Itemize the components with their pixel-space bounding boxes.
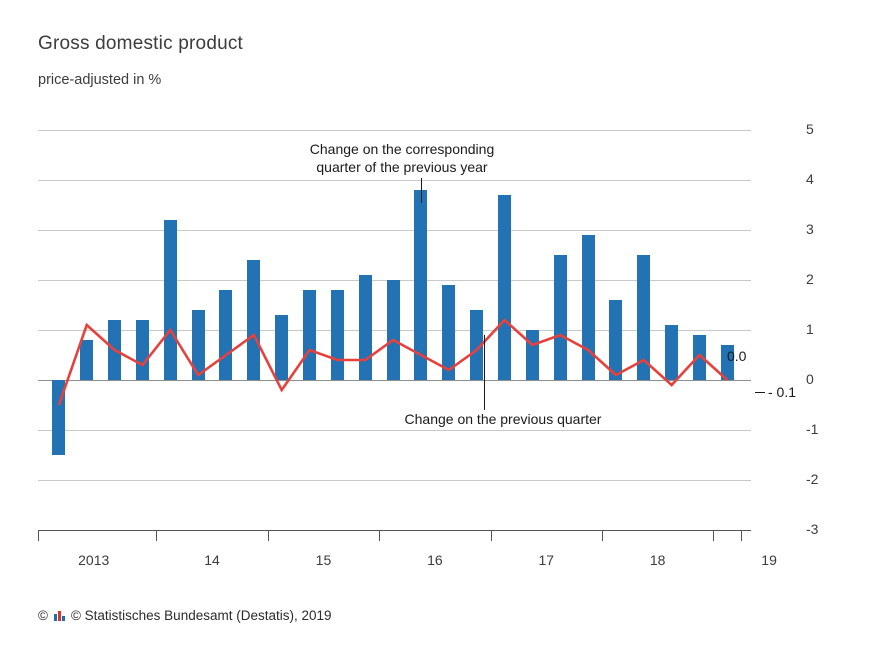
y-axis-label: 5 xyxy=(806,121,814,137)
y-axis-label: 2 xyxy=(806,271,814,287)
line-series-annotation xyxy=(343,410,663,428)
line-series xyxy=(38,130,751,530)
bar-end-value-label: - 0.1 xyxy=(768,384,797,400)
copyright xyxy=(38,608,332,623)
y-axis-label: -3 xyxy=(806,521,819,537)
x-axis-tick xyxy=(38,530,39,541)
x-axis-label: 2013 xyxy=(78,552,110,568)
y-axis-label: 1 xyxy=(806,321,814,337)
bar-series-annotation-line1: Change on the corresponding xyxy=(309,141,495,157)
page-subtitle: price-adjusted in % xyxy=(38,72,162,88)
copyright-text: © Statistisches Bundesamt (Destatis), 2019 xyxy=(70,608,332,623)
x-axis-tick xyxy=(491,530,492,541)
line-end-value-label: 0.0 xyxy=(727,348,747,364)
y-axis-label: -1 xyxy=(806,421,819,437)
x-axis-label: 17 xyxy=(538,552,555,568)
x-axis-tick xyxy=(602,530,603,541)
copyright-symbol: © xyxy=(38,608,48,623)
bar-series-annotation-line2: quarter of the previous year xyxy=(316,159,488,175)
bar-annotation-leader xyxy=(421,178,422,203)
destatis-logo-icon xyxy=(54,610,65,621)
bar-series-annotation xyxy=(262,140,542,176)
line-series-annotation-text: Change on the previous quarter xyxy=(404,411,602,427)
x-axis-label: 16 xyxy=(427,552,443,568)
x-axis-label: 15 xyxy=(315,552,332,568)
x-axis-tick xyxy=(713,530,714,541)
x-axis-label: 18 xyxy=(649,552,666,568)
x-axis-tick xyxy=(268,530,269,541)
y-axis-label: -2 xyxy=(806,471,819,487)
x-axis-label: 14 xyxy=(204,552,220,568)
x-axis-label: 19 xyxy=(761,552,777,568)
bar-end-dash xyxy=(755,392,765,393)
page-title: Gross domestic product xyxy=(38,33,244,54)
y-axis-label: 3 xyxy=(806,221,814,237)
y-axis-label: 0 xyxy=(806,371,814,387)
x-axis-tick xyxy=(156,530,157,541)
x-axis-ticks xyxy=(38,530,751,542)
y-axis-label: 4 xyxy=(806,171,814,187)
plot-area xyxy=(38,130,751,530)
x-axis-tick xyxy=(741,530,742,541)
x-axis-tick xyxy=(379,530,380,541)
line-annotation-leader xyxy=(484,335,485,410)
